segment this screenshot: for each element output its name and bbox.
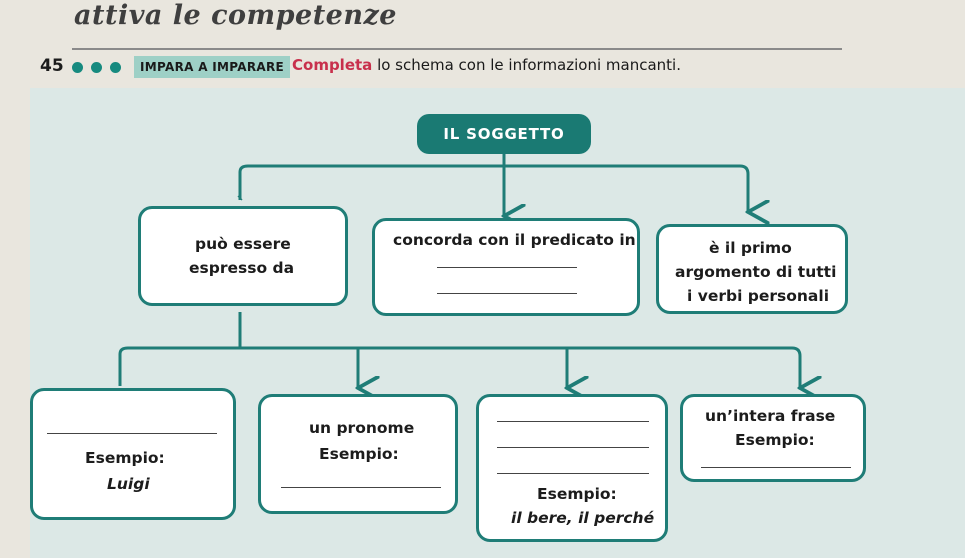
box-nome (30, 388, 236, 520)
box-espresso-da (138, 206, 348, 306)
instruction-text: lo schema con le informazioni mancanti. (372, 56, 681, 74)
exercise-number: 45 (40, 56, 64, 76)
exercise-tag: IMPARA A IMPARARE (134, 56, 290, 78)
box-pronome-example-label: Esempio: (319, 445, 399, 463)
blank-sostantivato-3[interactable] (497, 473, 649, 474)
box-concorda (372, 218, 640, 316)
blank-nome[interactable] (47, 433, 217, 434)
instruction-verb: Completa (292, 56, 373, 74)
root-node: IL SOGGETTO (417, 114, 591, 154)
box-pronome (258, 394, 458, 514)
blank-concorda-2[interactable] (437, 293, 577, 294)
box-concorda-line1: concorda con il predicato in (393, 231, 636, 249)
box-primo-line2: argomento di tutti (675, 263, 837, 281)
box-sostantivato-example-value: il bere, il perché (511, 509, 655, 527)
box-nome-example-label: Esempio: (85, 449, 165, 467)
blank-concorda-1[interactable] (437, 267, 577, 268)
box-sostantivato-example-label: Esempio: (537, 485, 617, 503)
blank-sostantivato-2[interactable] (497, 447, 649, 448)
box-frase-line1: un’intera frase (705, 407, 836, 425)
blank-frase[interactable] (701, 467, 851, 468)
box-frase (680, 394, 866, 482)
box-primo-argomento (656, 224, 848, 314)
section-title: attiva le competenze (74, 0, 397, 31)
blank-pronome[interactable] (281, 487, 441, 488)
box-sostantivato (476, 394, 668, 542)
box-primo-line3: i verbi personali (687, 287, 830, 305)
box-pronome-line1: un pronome (309, 419, 415, 437)
box-espresso-da-line2: espresso da (189, 259, 295, 277)
box-espresso-da-line1: può essere (195, 235, 291, 253)
box-frase-example-label: Esempio: (735, 431, 815, 449)
blank-sostantivato-1[interactable] (497, 421, 649, 422)
box-primo-line1: è il primo (709, 239, 792, 257)
box-nome-example-value: Luigi (107, 475, 150, 493)
